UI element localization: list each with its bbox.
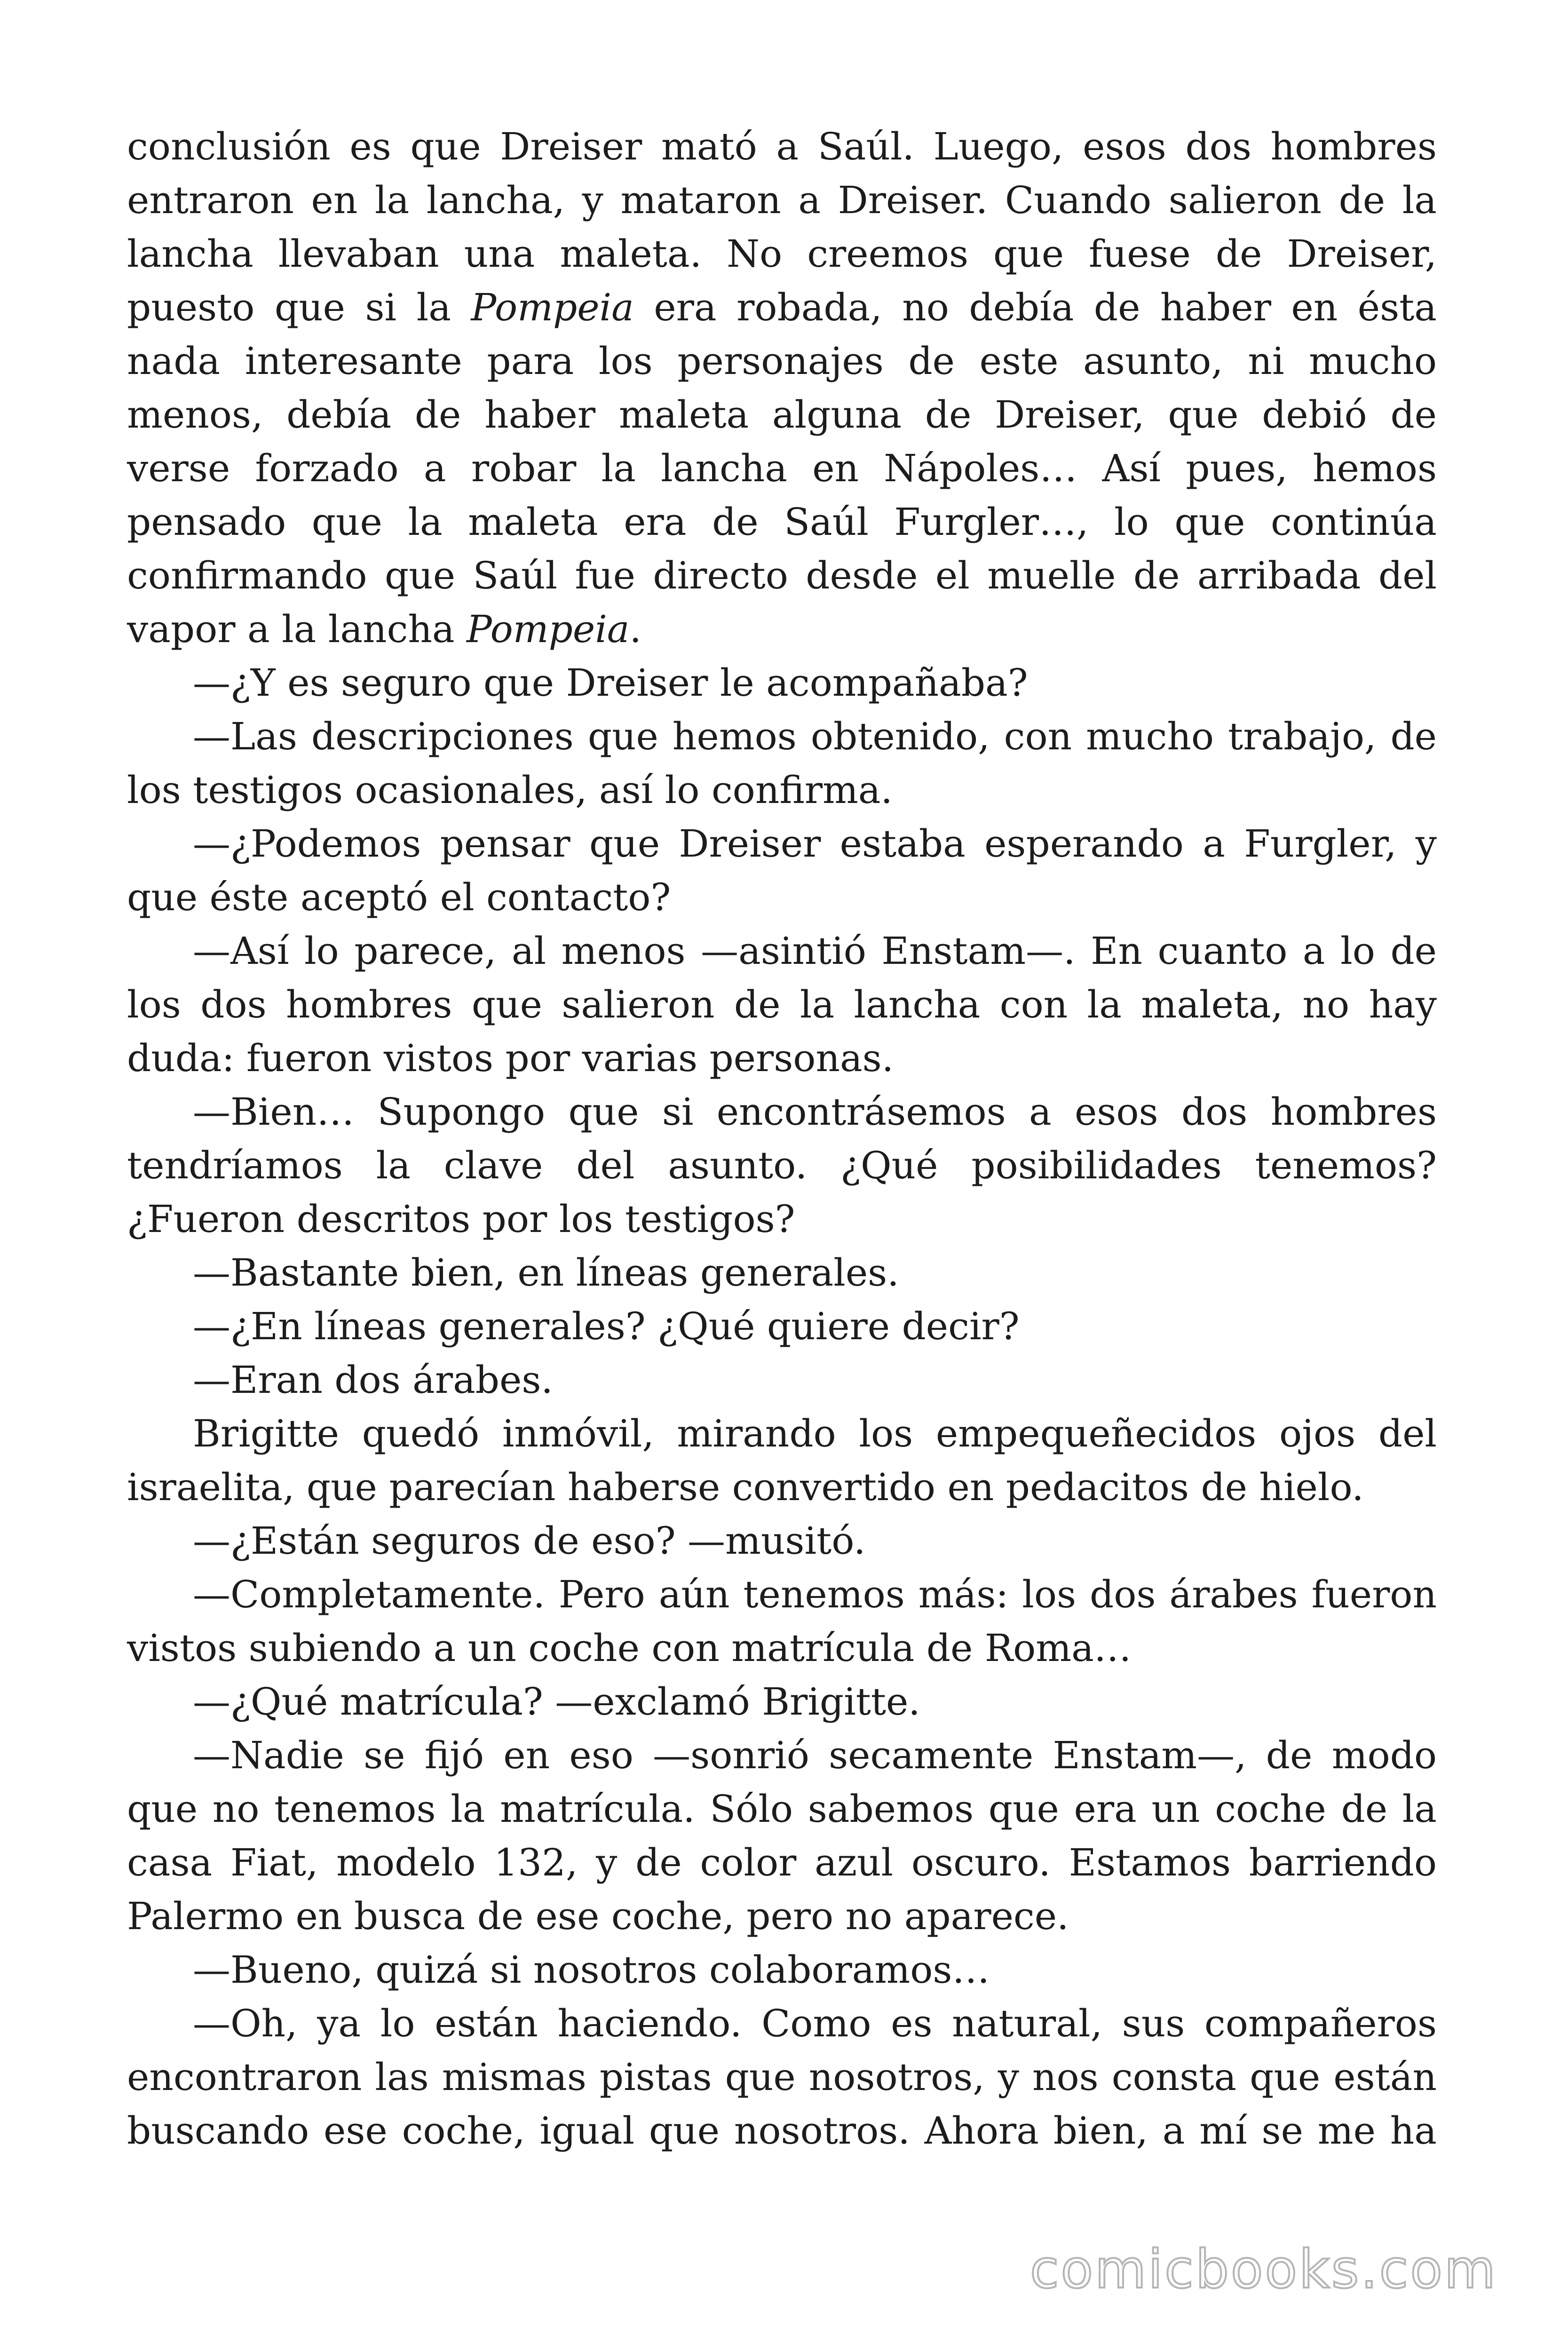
paragraph: —¿Podemos pensar que Dreiser estaba esperando a Furgler, y que éste aceptó el contacto? [127,822,1437,919]
paragraph: —¿Y es seguro que Dreiser le acompañaba? [193,661,1028,705]
paragraph: —Eran dos árabes. [193,1358,553,1402]
paragraph: —Nadie se fijó en eso —sonrió secamente Enstam—, de modo que no tenemos la matrícula. Sólo sabemos que era un coche de la casa Fiat, modelo 132, y de color azul oscuro. Estamos barriendo Palermo en busca de ese coche, pero no aparece. [127,1733,1437,1938]
paragraph: —Completamente. Pero aún tenemos más: los dos árabes fueron vistos subiendo a un coche con matrícula de Roma… [127,1573,1437,1670]
paragraph: —Bastante bien, en líneas generales. [193,1251,899,1295]
paragraph: —¿En líneas generales? ¿Qué quiere decir? [193,1304,1020,1348]
paragraph: —Bien… Supongo que si encontrásemos a esos dos hombres tendríamos la clave del asunto. ¿Qué posibilidades tenemos? ¿Fueron descritos por los testigos? [127,1090,1437,1241]
paragraph: conclusión es que Dreiser mató a Saúl. Luego, esos dos hombres entraron en la lancha, y mataron a Dreiser. Cuando salieron de la lancha llevaban una maleta. No creemos que fuese de Dreiser, puesto que si la Pompeia era robada, no debía de haber en ésta nada interesante para los personajes de este asunto, ni mucho menos, debía de haber maleta alguna de Dreiser, que debió de verse forzado a robar la lancha en Nápoles… Así pues, hemos pensado que la maleta era de Saúl Furgler…, lo que continúa confirmando que Saúl fue directo desde el muelle de arribada del vapor a la lancha Pompeia. [127,125,1437,651]
paragraph: Brigitte quedó inmóvil, mirando los empequeñecidos ojos del israelita, que parecían haberse convertido en pedacitos de hielo. [127,1412,1437,1509]
body-text [127,120,1437,2158]
paragraph: —¿Qué matrícula? —exclamó Brigitte. [193,1680,920,1724]
paragraph: —Bueno, quizá si nosotros colaboramos… [193,1948,990,1992]
paragraph: —Oh, ya lo están haciendo. Como es natural, sus compañeros encontraron las mismas pistas que nosotros, y nos consta que están buscando ese coche, igual que nosotros. Ahora bien, a mí se me ha [127,2002,1437,2153]
watermark-text: comicbooks.com [1029,2239,1497,2300]
paragraph: —¿Están seguros de eso? —musitó. [193,1519,866,1563]
italic-title: Pompeia [467,607,630,651]
paragraph: —Las descripciones que hemos obtenido, con mucho trabajo, de los testigos ocasionales, así lo confirma. [127,715,1437,812]
paragraph: —Así lo parece, al menos —asintió Enstam—. En cuanto a lo de los dos hombres que salieron de la lancha con la maleta, no hay duda: fueron vistos por varias personas. [127,929,1437,1080]
italic-title: Pompeia [471,286,634,329]
